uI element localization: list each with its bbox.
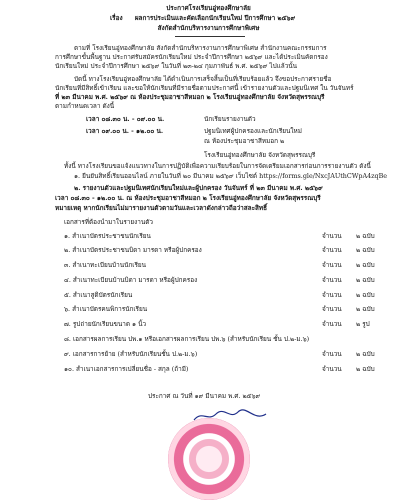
document-count: ๒ ฉบับ <box>356 365 375 373</box>
document-name: ๑. สำเนาบัตรประชาชนนักเรียน <box>64 232 151 240</box>
document-name: ๗. รูปถ่ายนักเรียนขนาด ๑ นิ้ว <box>64 320 147 328</box>
document-title: ประกาศโรงเรียนอู่ทองศึกษาลัย <box>166 4 251 12</box>
list-item <box>64 320 404 329</box>
document-count: ๒ ฉบับ <box>356 291 375 299</box>
document-qty-label: จำนวน <box>322 246 342 254</box>
schedule-detail: โรงเรียนอู่ทองศึกษาลัย จังหวัดสุพรรณบุรี <box>204 151 316 159</box>
document-count: ๒ ฉบับ <box>356 232 375 240</box>
schedule-time: เวลา ๐๙.๐๐ น. - ๑๒.๐๐ น. <box>86 127 164 135</box>
document-name: ๓. สำเนาทะเบียนบ้านนักเรียน <box>64 261 147 269</box>
document-name: ๙. เอกสารการย้าย (สำหรับนักเรียนชั้น ป.๒-ม.๖) <box>64 350 198 358</box>
schedule-detail: ณ ห้องประชุมอาชาสีหมอก ๒ <box>204 137 285 145</box>
document-name: ๕. สำเนาสูติบัตรนักเรียน <box>64 291 133 299</box>
document-count: ๒ ฉบับ <box>356 350 375 358</box>
document-name: ๘. เอกสารผลการเรียน ปพ.๑ หรือเอกสารผลการเรียน ปพ.๖ (สำหรับนักเรียน ชั้น ป.๒-ม.๖) <box>64 335 310 343</box>
subject-label: เรื่อง <box>110 14 123 22</box>
schedule-time: เวลา ๐๘.๓๐ น. - ๐๙.๐๐ น. <box>86 115 165 123</box>
document-count: ๒ รูป <box>356 320 370 328</box>
document-qty-label: จำนวน <box>322 291 342 299</box>
list-item <box>64 305 404 314</box>
remark-line: หมายเหตุ หากนักเรียนไม่มารายงานตัวตามวันและเวลาดังกล่าวถือว่าสละสิทธิ์ <box>55 204 268 212</box>
subject-line <box>110 14 295 22</box>
document-qty-label: จำนวน <box>322 350 342 358</box>
announcement-date: ประกาศ ณ วันที่ ๑๙ มีนาคม พ.ศ. ๒๕๖๙ <box>148 392 261 400</box>
body-line: ที่ ๒๓ มีนาคม พ.ศ. ๒๕๖๙ ณ ห้องประชุมอาชาสีหมอก ๒ โรงเรียนอู่ทองศึกษาลัย จังหวัดสุพรรณบุรี <box>55 93 325 101</box>
note-line: ๒. รายงานตัวและปฐมนิเทศนักเรียนใหม่และผู้ปกครอง วันจันทร์ ที่ ๒๓ มีนาคม พ.ศ. ๒๕๖๙ <box>74 184 323 192</box>
official-seal <box>168 418 250 500</box>
body-line: บัดนี้ ทางโรงเรียนอู่ทองศึกษาลัย ได้ดำเนินการเสร็จสิ้นเป็นที่เรียบร้อยแล้ว จึงขอประกาศรายชื่อ <box>74 75 332 83</box>
document-count: ๒ ฉบับ <box>356 305 375 313</box>
list-item <box>64 232 404 241</box>
list-item <box>64 291 404 300</box>
list-item <box>64 246 404 255</box>
list-item <box>64 261 404 270</box>
document-count: ๒ ฉบับ <box>356 246 375 254</box>
document-qty-label: จำนวน <box>322 232 342 240</box>
header-divider <box>175 36 245 37</box>
document-name: ๔. สำเนาทะเบียนบ้านบิดา มารดา หรือผู้ปกครอง <box>64 276 198 284</box>
document-qty-label: จำนวน <box>322 320 342 328</box>
note-line: ทั้งนี้ ทางโรงเรียนขอแจ้งแนวทางในการปฏิบัติเพื่อความเรียบร้อยในการจัดเตรียมเอกสารก่อนการรายงานตัว ดังนี้ <box>64 162 371 170</box>
schedule-detail: นักเรียนรายงานตัว <box>204 115 256 123</box>
body-line: ตามที่ โรงเรียนอู่ทองศึกษาลัย สังกัดสำนักบริหารงานการศึกษาพิเศษ สำนักงานคณะกรรมการ <box>74 44 327 52</box>
document-qty-label: จำนวน <box>322 276 342 284</box>
agency-line: สังกัดสำนักบริหารงานการศึกษาพิเศษ <box>157 24 260 32</box>
list-item <box>64 276 404 285</box>
note-line: เวลา ๐๘.๓๐ - ๑๒.๐๐ น. ณ ห้องประชุมอาชาสีหมอก ๒ โรงเรียนอู่ทองศึกษาลัย จังหวัดสุพรรณบุรี <box>55 194 321 202</box>
document-qty-label: จำนวน <box>322 261 342 269</box>
subject-text: ผลการประเมินและคัดเลือกนักเรียนใหม่ ปีการศึกษา ๒๕๖๙ <box>134 14 296 22</box>
document-count: ๒ ฉบับ <box>356 276 375 284</box>
list-item <box>64 335 404 344</box>
body-line: นักเรียนที่มีสิทธิ์เข้าเรียน และขอให้นักเรียนที่มีรายชื่อตามประกาศนี้ เข้ารายงานตัวและปฐมนิเทศ ใน วันจันทร์ <box>55 84 354 92</box>
schedule-detail: ปฐมนิเทศผู้ปกครองและนักเรียนใหม่ <box>204 127 302 135</box>
document-qty-label: จำนวน <box>322 305 342 313</box>
list-item <box>64 365 404 374</box>
document-qty-label: จำนวน <box>322 365 342 373</box>
note-line: ๑. ยืนยันสิทธิ์เรียนออนไลน์ ภายในวันที่ ๒๐ มีนาคม ๒๕๖๙ เว็บไซต์ https://forms.gle/NxcJAUthCWpA4zqBe <box>74 172 388 180</box>
document-name: ๑๐. สำเนาเอกสารการเปลี่ยนชื่อ - สกุล (ถ้ามี) <box>64 365 189 373</box>
list-item <box>64 350 404 359</box>
document-count: ๒ ฉบับ <box>356 261 375 269</box>
document-name: ๒. สำเนาบัตรประชาชนบิดา มารดา หรือผู้ปกครอง <box>64 246 202 254</box>
body-line: ตามกำหนดเวลา ดังนี้ <box>55 102 115 110</box>
document-name: ๖. สำเนาบัตรคนพิการนักเรียน <box>64 305 148 313</box>
body-line: นักเรียนใหม่ ประจำปีการศึกษา ๒๕๖๙ ในวันที่ ๒๓-๒๔ กุมภาพันธ์ พ.ศ. ๒๕๖๙ ไปแล้วนั้น <box>55 62 298 70</box>
documents-heading: เอกสารที่ต้องนำมาในรายงานตัว <box>64 218 153 226</box>
body-line: การศึกษาขั้นพื้นฐาน ประกาศรับสมัครนักเรียนใหม่ ประจำปีการศึกษา ๒๕๖๙ และได้ประเมินคัดกรอง <box>55 53 328 61</box>
